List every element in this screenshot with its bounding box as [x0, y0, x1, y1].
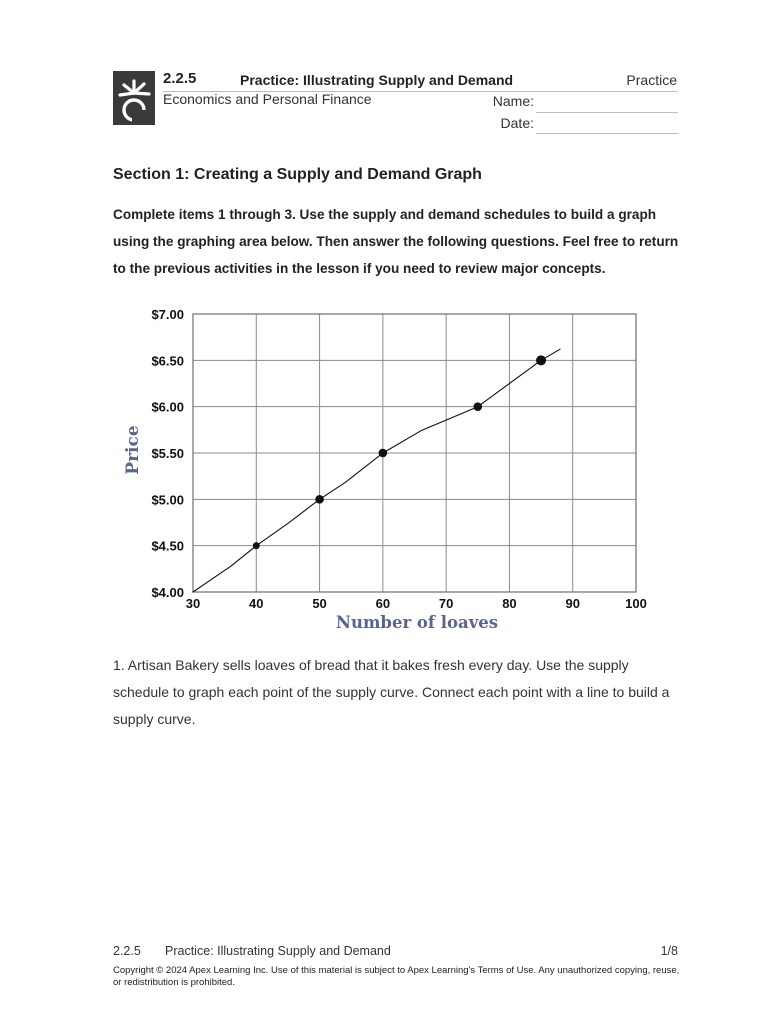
x-tick-label: 40: [249, 596, 264, 611]
footer-lesson-number: 2.2.5: [113, 944, 141, 958]
instructions-text: Complete items 1 through 3. Use the supply and demand schedules to build a graph using the graphing area below. Then answer the following questions. Feel free to return to the previous activities in the lesson if you need to review major concepts.: [113, 207, 679, 276]
y-axis-label: Price: [123, 425, 143, 475]
name-field[interactable]: [536, 112, 678, 113]
supply-graph: [108, 298, 668, 638]
lesson-number: 2.2.5: [163, 70, 197, 87]
x-axis-label: Number of loaves: [335, 613, 499, 632]
supply-points: [253, 355, 546, 549]
date-field[interactable]: [536, 133, 678, 134]
supply-point: [473, 402, 482, 411]
question-1-text: 1. Artisan Bakery sells loaves of bread that it bakes fresh every day. Use the supply schedule to graph each point of the supply curve. Connect each point with a line to build a supply curve.: [113, 657, 670, 727]
supply-point: [536, 355, 546, 365]
name-label: Name:: [492, 93, 534, 109]
x-tick-label: 30: [185, 596, 201, 611]
graph-grid: [193, 314, 636, 592]
section-heading: Section 1: Creating a Supply and Demand Graph: [113, 166, 482, 183]
x-tick-label: 60: [375, 596, 391, 611]
x-tick-label: 50: [312, 596, 327, 611]
document-type-label: Practice: [626, 72, 677, 88]
y-tick-label: $7.00: [151, 307, 184, 322]
y-tick-label: $4.50: [151, 538, 184, 554]
footer-lesson-title: Practice: Illustrating Supply and Demand: [165, 944, 391, 958]
x-tick-label: 100: [625, 596, 647, 611]
x-tick-label: 70: [438, 596, 454, 611]
x-tick-label: 90: [565, 596, 580, 611]
y-tick-label: $6.50: [151, 353, 184, 369]
y-tick-label: $6.00: [151, 399, 184, 415]
date-label: Date:: [500, 115, 534, 131]
x-tick-label: 80: [502, 596, 517, 611]
x-axis-ticks: [186, 596, 647, 611]
y-axis-ticks: [151, 307, 184, 600]
course-name: Economics and Personal Finance: [163, 91, 372, 107]
supply-curve: [193, 349, 560, 592]
supply-point: [379, 449, 388, 458]
y-tick-label: $4.00: [151, 585, 184, 600]
supply-point: [253, 542, 260, 549]
y-tick-label: $5.50: [151, 446, 184, 461]
y-tick-label: $5.00: [151, 492, 184, 508]
lesson-title: Practice: Illustrating Supply and Demand: [240, 72, 514, 88]
apex-logo-icon: [113, 71, 155, 125]
supply-curve-line: [193, 349, 560, 592]
supply-point: [315, 495, 324, 504]
page-number: 1/8: [660, 944, 678, 958]
copyright-notice: Copyright © 2024 Apex Learning Inc. Use of this material is subject to Apex Learning's Terms of Use. Any unauthorized copying, reuse, or redistribution is prohibited.: [113, 965, 680, 988]
